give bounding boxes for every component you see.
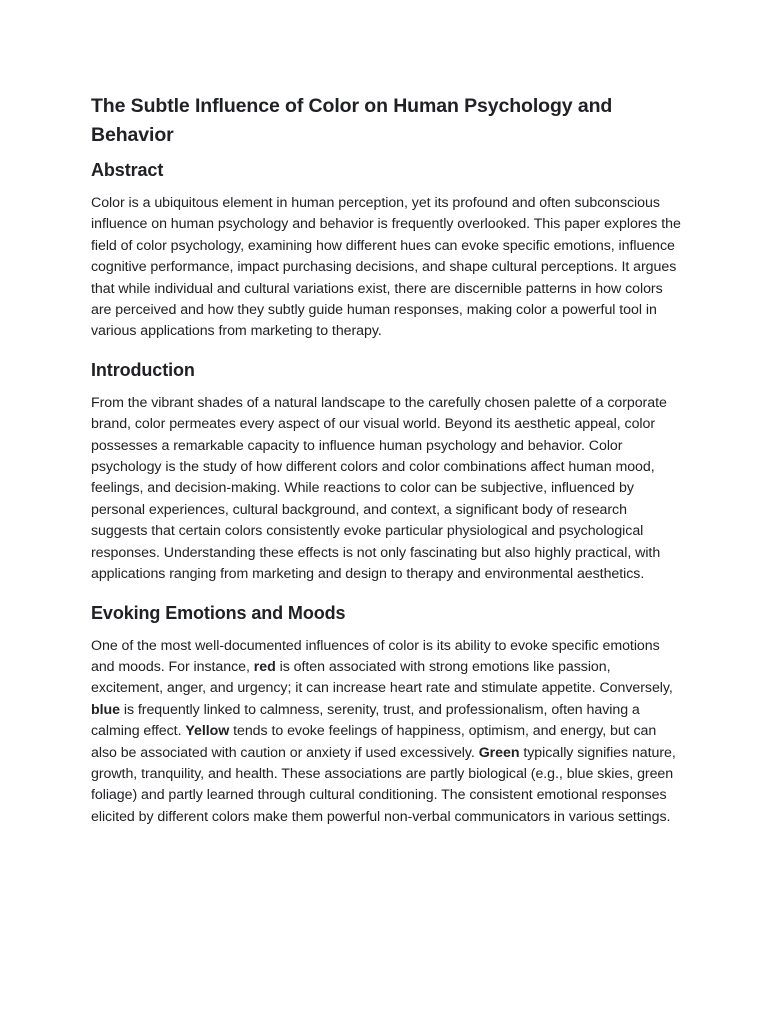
document-page [91, 92, 683, 842]
emotions-text-1: One of the most well-documented influences of color is its ability to evoke specific emotions and moods. For instance, [91, 637, 660, 675]
term-green: Green [478, 744, 520, 761]
introduction-paragraph: From the vibrant shades of a natural landscape to the carefully chosen palette of a corporate brand, color permeates every aspect of our visual world. Beyond its aesthetic appeal, color possesses a remarkable capacity to influence human psychology and behavior. Color psychology is the study of how different colors and color combinations affect human mood, feelings, and decision-making. While reactions to color can be subjective, influenced by personal experiences, cultural background, and context, a significant body of research suggests that certain colors consistently evoke particular physiological and psychological responses. Understanding these effects is not only fascinating but also highly practical, with applications ranging from marketing and design to therapy and environmental aesthetics. [91, 394, 667, 583]
emotions-text-4: tends to evoke feelings of happiness, optimism, and energy, but can also be associated with caution or anxiety if used excessively. [91, 723, 657, 761]
abstract-paragraph: Color is a ubiquitous element in human perception, yet its profound and often subconscious influence on human psychology and behavior is frequently overlooked. This paper explores the field of color psychology, examining how different hues can evoke specific emotions, influence cognitive performance, impact purchasing decisions, and shape cultural perceptions. It argues that while individual and cultural variations exist, there are discernible patterns in how colors are perceived and how they subtly guide human responses, making color a powerful tool in various applications from marketing to therapy. [91, 195, 681, 340]
emotions-paragraph [91, 636, 683, 829]
emotions-text-2: is often associated with strong emotions like passion, excitement, anger, and urgency; it can increase heart rate and stimulate appetite. Conversely, [91, 658, 673, 697]
term-red: red [253, 658, 276, 675]
introduction-section [91, 357, 683, 586]
emotions-heading: Evoking Emotions and Moods [91, 602, 346, 623]
introduction-heading: Introduction [91, 359, 195, 380]
abstract-heading: Abstract [91, 160, 164, 180]
emotions-text-5: typically signifies nature, growth, tranquility, and health. These associations are partly biological (e.g., blue skies, green foliage) and partly learned through cultural conditioning. The consistent emotional responses elicited by different colors make them powerful non-verbal communicators in various settings. [91, 744, 676, 825]
term-yellow: Yellow [185, 723, 230, 740]
abstract-section [91, 157, 683, 343]
emotions-text-3: is frequently linked to calmness, serenity, trust, and professionalism, often having a calming effect. [91, 701, 640, 740]
emotions-section [91, 600, 683, 829]
term-blue: blue [91, 701, 120, 718]
document-title: The Subtle Influence of Color on Human Psychology and Behavior [91, 95, 613, 146]
